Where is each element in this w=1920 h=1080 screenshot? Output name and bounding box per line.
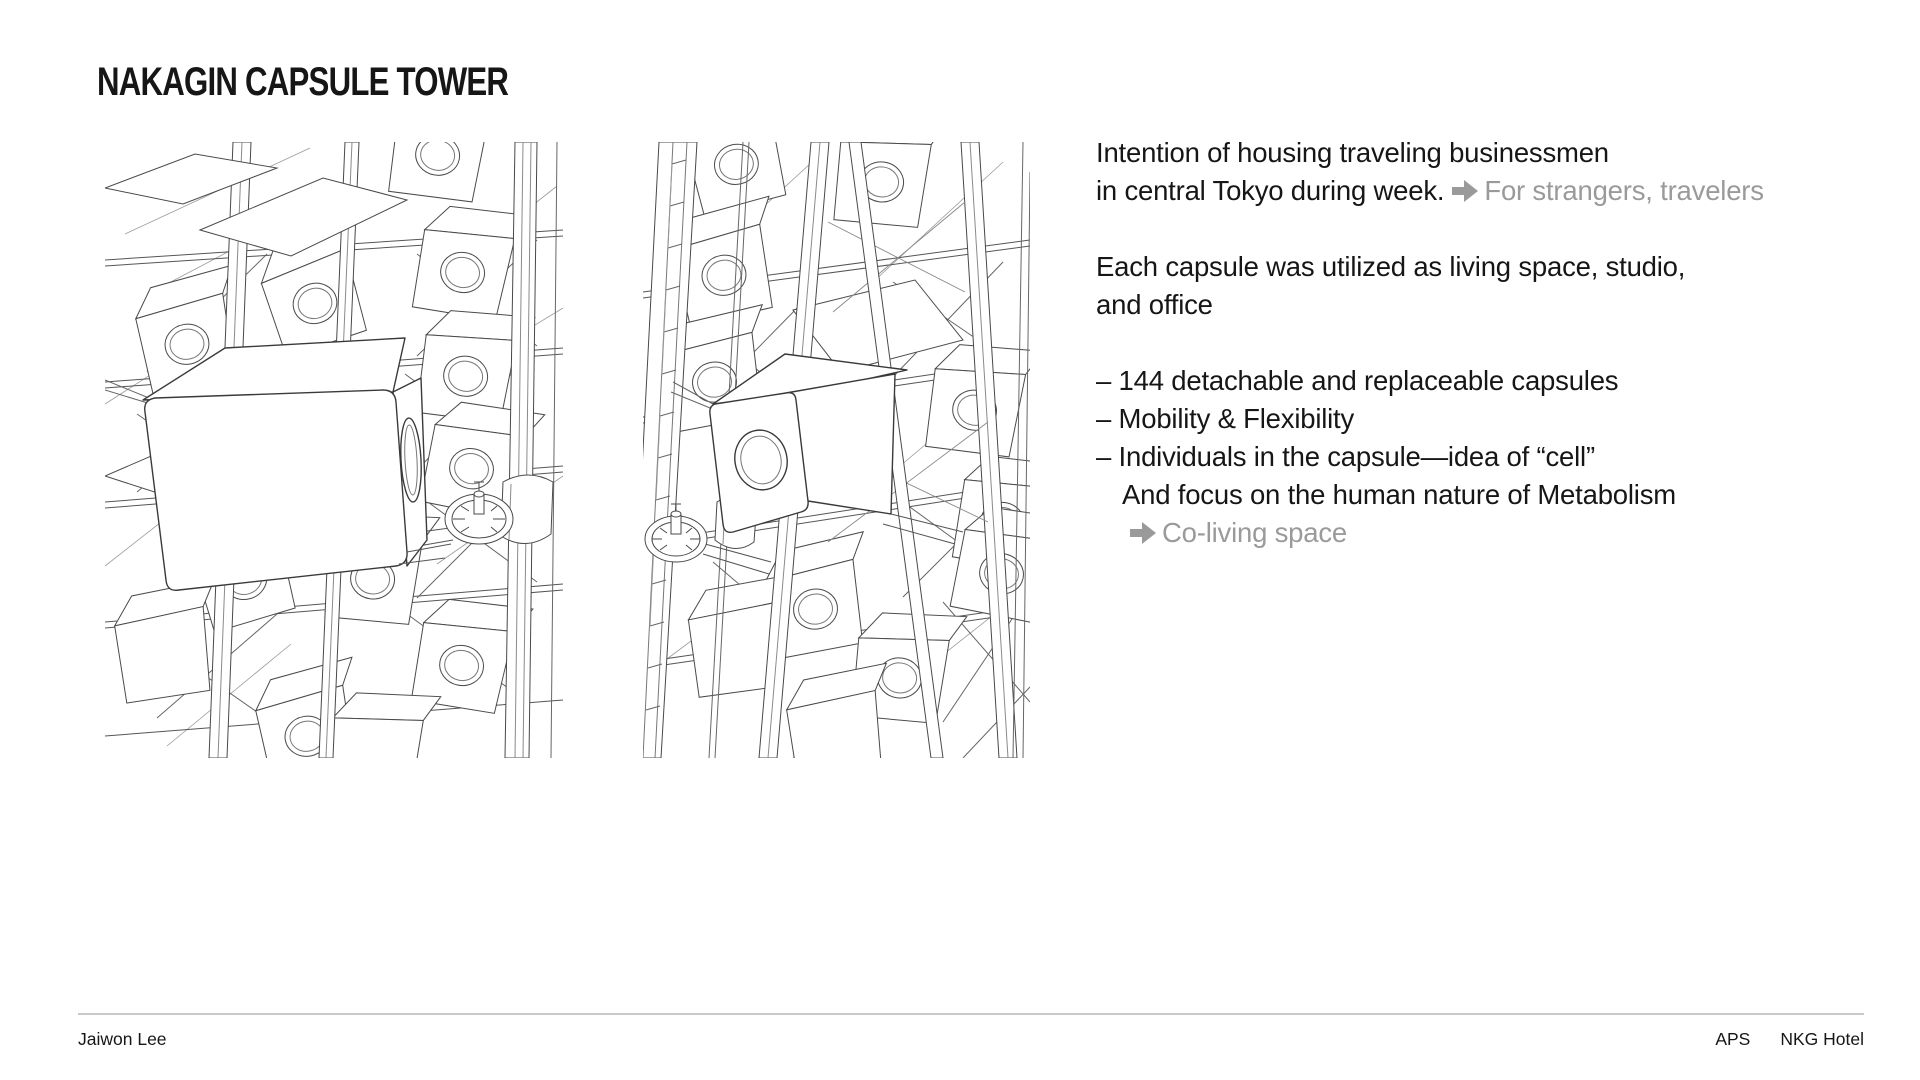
right-arrow-icon xyxy=(1452,180,1478,202)
list-item-continuation: And focus on the human nature of Metabolism xyxy=(1122,479,1676,510)
feature-list xyxy=(1096,362,1896,552)
footer-label-aps: APS xyxy=(1715,1029,1751,1049)
right-arrow-icon xyxy=(1130,522,1156,544)
ladder-mast-right xyxy=(643,142,697,758)
para1-line1: Intention of housing traveling businessmen xyxy=(1096,137,1609,168)
footer-right-labels xyxy=(1715,1028,1864,1050)
paragraph-intention xyxy=(1096,134,1896,210)
wireframe-left-svg xyxy=(105,142,563,758)
footer-author: Jaiwon Lee xyxy=(78,1029,167,1049)
page-title: NAKAGIN CAPSULE TOWER xyxy=(97,60,509,104)
annotation-strangers: For strangers, travelers xyxy=(1484,175,1764,206)
annotation-coliving-row xyxy=(1096,514,1896,552)
footer-label-hotel: NKG Hotel xyxy=(1780,1029,1864,1049)
capsule-tower-drawing-left xyxy=(105,142,563,758)
para1-line2: in central Tokyo during week. For strangers, travelers xyxy=(1096,175,1764,206)
capsule-tower-drawing-right xyxy=(643,142,1030,758)
list-item: – Individuals in the capsule—idea of “cell” xyxy=(1096,441,1595,472)
body-text xyxy=(1096,134,1896,552)
para2-line2: and office xyxy=(1096,289,1213,320)
para2-line1: Each capsule was utilized as living space, studio, xyxy=(1096,251,1686,282)
list-item: – 144 detachable and replaceable capsules xyxy=(1096,365,1619,396)
list-item: – Mobility & Flexibility xyxy=(1096,403,1355,434)
wireframe-right-svg xyxy=(643,142,1030,758)
paragraph-capsule-use xyxy=(1096,248,1896,324)
footer-divider xyxy=(78,1013,1864,1015)
annotation-coliving: Co-living space xyxy=(1162,517,1348,548)
